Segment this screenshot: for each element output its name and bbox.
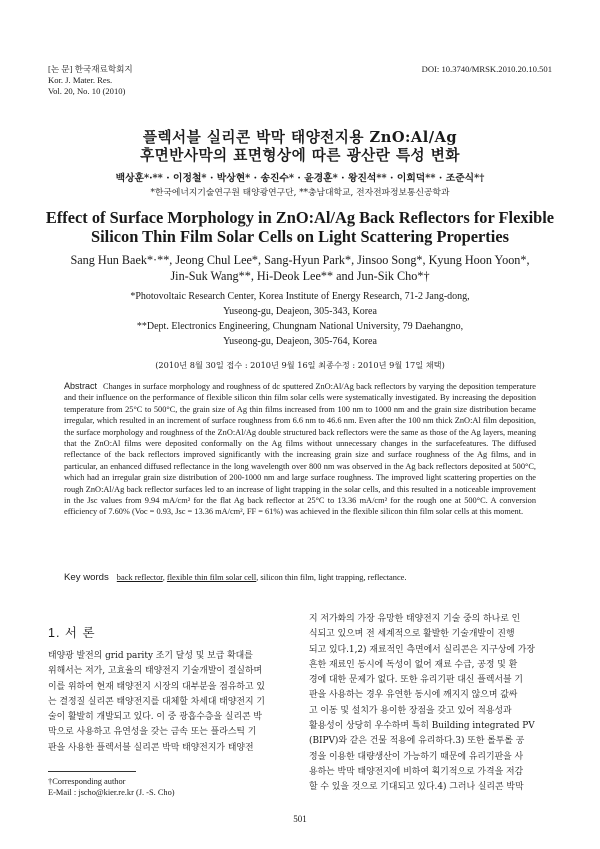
affiliation-line-2: Yuseong-gu, Deajeon, 305-343, Korea bbox=[223, 306, 377, 317]
body-text-line: 활용성이 상당히 우수하며 특히 Building integrated PV bbox=[309, 721, 535, 732]
section-heading: 1. 서 론 bbox=[48, 626, 96, 640]
body-text-line: 식되고 있으며 전 세계적으로 활발한 기술개발이 진행 bbox=[309, 629, 515, 640]
korean-authors: 백상훈*·** · 이정철* · 박상현* · 송진수* · 윤경훈* · 왕진석** · 이희덕** · 조준식*† bbox=[115, 173, 485, 184]
keyword-back-reflector[interactable]: back reflector bbox=[116, 573, 163, 582]
doi[interactable]: DOI: 10.3740/MRSK.2010.20.10.501 bbox=[421, 64, 552, 74]
korean-title-line-2: 후면반사막의 표면형상에 따른 광산란 특성 변화 bbox=[140, 147, 460, 164]
abstract-label: Abstract bbox=[64, 381, 98, 391]
keyword-flexible-thin-film[interactable]: flexible thin film solar cell bbox=[166, 573, 257, 582]
left-column-text bbox=[48, 649, 294, 756]
keywords-rest: , silicon thin film, light trapping, reflectance. bbox=[256, 573, 407, 582]
english-title-line-2: Silicon Thin Film Solar Cells on Light Scattering Properties bbox=[91, 227, 509, 246]
body-text-line: 지 저가화의 가장 유망한 태양전지 기술 중의 하나로 인 bbox=[309, 614, 521, 624]
body-column-right bbox=[309, 612, 553, 796]
english-title-line-1: Effect of Surface Morphology in ZnO:Al/Ag Back Reflectors for Flexible bbox=[45, 208, 555, 227]
journal-volume: Vol. 20, No. 10 (2010) bbox=[48, 86, 126, 96]
body-text-line: (BIPV)와 같은 건물 적용에 유리하다.3) 또한 롤투롤 공 bbox=[309, 736, 525, 747]
body-text-line: 판을 사용하는 경우 유연한 동시에 깨지지 않으며 값싸 bbox=[309, 690, 518, 701]
abstract-text: Changes in surface morphology and roughness of dc sputtered ZnO:Al/Ag back reflectors by varying the deposition temperature and their influence on the performance of flexible silicon thin film solar cells were systematically investigated. By increasing the deposition temperature from 25°C to 500°C, the grain size of Ag thin films increased from 100 nm to 1000 nm and the grain size distribution became irregular, which resulted in an increment of surface roughness from 6.6 nm to 46.6 nm. Even after the 100 nm thick ZnO:Al film deposition, the surface morphology and roughness of the ZnO:Al/Ag double structured back reflectors were the same as those of the Ag layers, meaning that the ZnO:Al films were deposited conformally on the Ag films without unnecessary changes in the surfacefeatures. The diffused reflectance of the back reflectors improved significantly with the increasing grain size and surface roughness of the Ag films, and in particular, an enhanced diffused reflectance in the long wavelength over 800 nm was observed in the Ag back reflectors deposited at 500°C, which had an irregular grain size distribution of 200-1000 nm and large surface roughness. The improved light scattering properties on the rough ZnO:Al/Ag back reflector surfaces led to an increase of light trapping in the solar cells, and this resulted in a noticeable improvement in the Jsc values from 9.94 mA/cm² for the flat Ag back reflector at 25°C to 13.36 mA/cm² for the rough one at 500°C. A conversion efficiency of 7.60% (Voc = 0.93, Jsc = 13.36 mA/cm², FF = 61%) was achieved in the flexible silicon thin film solar cells at this moment. bbox=[64, 382, 536, 517]
body-text-line: 이를 위하여 현재 태양전지 시장의 대부분을 점유하고 있 bbox=[48, 681, 265, 692]
corresponding-email[interactable]: E-Mail : jscho@kier.re.kr (J. -S. Cho) bbox=[48, 788, 175, 797]
body-text-line: 술이 활발히 개발되고 있다. 이 중 광흡수층을 실리콘 박 bbox=[48, 712, 262, 723]
body-text-line: 용하는 박막 태양전지에 비하여 획기적으로 가격을 저감 bbox=[309, 766, 524, 777]
journal-info bbox=[48, 64, 133, 97]
body-text-line: 흔한 재료인 동시에 독성이 없어 재료 수급, 공정 및 환 bbox=[309, 659, 518, 670]
submission-dates: (2010년 8월 30일 접수 : 2010년 9월 16일 최종수정 : 2010년 9월 17일 채택) bbox=[155, 360, 445, 370]
journal-name: [논 문] 한국재료학회지 bbox=[48, 64, 133, 74]
english-affiliations bbox=[0, 289, 600, 349]
authors-line-2: Jin-Suk Wang**, Hi-Deok Lee** and Jun-Sik Cho*† bbox=[170, 268, 430, 283]
affiliation-line-4: Yuseong-gu, Deajeon, 305-764, Korea bbox=[223, 336, 377, 347]
korean-affiliations: *한국에너지기술연구원 태양광연구단, **충남대학교, 전자전파정보통신공학과 bbox=[150, 188, 450, 198]
corresponding-author-note: †Corresponding author bbox=[48, 777, 126, 786]
body-text-line: 판을 사용한 플렉서블 실리콘 박막 태양전지가 태양전 bbox=[48, 742, 254, 753]
korean-title-line-1: 플렉서블 실리콘 박막 태양전지용 ZnO:Al/Ag bbox=[142, 129, 458, 146]
body-text-line: 태양광 발전의 grid parity 조기 달성 및 보급 확대를 bbox=[48, 651, 253, 661]
footnote bbox=[48, 776, 175, 798]
keywords: Key words back reflector, flexible thin film solar cell, silicon thin film, light trapping, reflectance. bbox=[64, 572, 407, 583]
authors-line-1: Sang Hun Baek*·**, Jeong Chul Lee*, Sang-Hyun Park*, Jinsoo Song*, Kyung Hoon Yoon*, bbox=[70, 253, 530, 267]
footnote-divider bbox=[48, 771, 136, 772]
keywords-label: Key words bbox=[64, 572, 109, 583]
body-text-line: 는 결정질 실리콘 태양전지를 대체할 차세대 태양전지 기 bbox=[48, 696, 265, 707]
body-column-left bbox=[48, 623, 294, 756]
affiliation-line-1: *Photovoltaic Research Center, Korea Institute of Energy Research, 71-2 Jang-dong, bbox=[130, 291, 470, 302]
journal-abbrev: Kor. J. Mater. Res. bbox=[48, 75, 113, 85]
body-text-line: 정을 이용한 대량생산이 가능하기 때문에 유리기판을 사 bbox=[309, 751, 524, 762]
abstract bbox=[64, 381, 536, 518]
english-authors bbox=[0, 253, 600, 284]
body-text-line: 막으로 사용하고 유연성을 갖는 금속 또는 플라스틱 기 bbox=[48, 727, 257, 738]
body-text-line: 위해서는 저가, 고효율의 태양전지 기술개발이 절실하며 bbox=[48, 666, 263, 677]
body-text-line: 고 이동 및 설치가 용이한 장점을 갖고 있어 적용성과 bbox=[309, 705, 512, 716]
page-number: 501 bbox=[293, 814, 307, 824]
body-text-line: 할 수 있을 것으로 기대되고 있다.4) 그러나 실리콘 박막 bbox=[309, 782, 524, 793]
body-text-line: 경에 대한 문제가 없다. 또한 유리기판 대신 플렉서블 기 bbox=[309, 675, 523, 686]
body-text-line: 되고 있다.1,2) 재료적인 측면에서 실리콘은 지구상에 가장 bbox=[309, 644, 535, 655]
affiliation-line-3: **Dept. Electronics Engineering, Chungnam National University, 79 Daehangno, bbox=[136, 321, 464, 332]
